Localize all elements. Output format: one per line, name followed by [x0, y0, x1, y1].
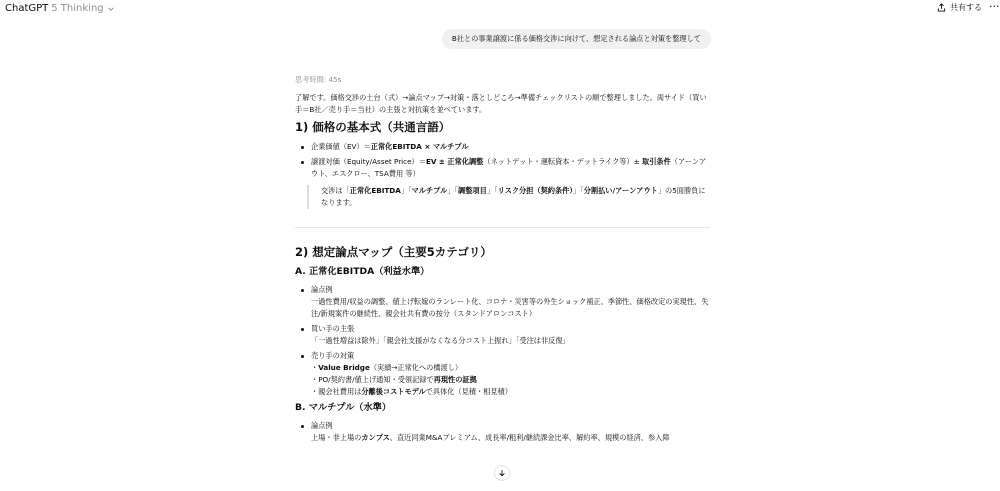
assistant-message — [295, 74, 710, 447]
list-item: 論点例 一過性費用/収益の調整、値上げ転嫁のランレート化、コロナ・災害等の外生ショック補正、季節性、価格改定の実現性、失注/新規案件の継続性、親会社共有費の按分（スタンドアロンコスト） — [295, 284, 710, 320]
model-variant: 5 Thinking — [51, 3, 104, 14]
chevron-down-icon — [107, 5, 115, 13]
intro-paragraph: 了解です。価格交渉の土台（式）→論点マップ→対策・落としどころ→準備チェックリストの順で整理しました。両サイド（買い手＝B社／売り手＝当社）の主張と対抗策を並べています。 — [295, 93, 707, 114]
list-item: 譲渡対価（Equity/Asset Price）＝EV ± 正常化調整（ネットデット・運転資本・デットライク等）± 取引条件（アーンアウト、エスクロー、TSA費用 等） — [295, 156, 710, 180]
scroll-to-bottom-button[interactable] — [494, 465, 510, 481]
section1-list — [295, 141, 710, 180]
share-label: 共有する — [950, 3, 982, 12]
list-item: 論点例 上場・非上場のカンプス、直近同業M&Aプレミアム、成長率/粗利/継続課金比率、解約率、規模の経済、参入障 — [295, 420, 710, 444]
thinking-time[interactable]: 思考時間: 45s — [295, 75, 342, 84]
more-options-button[interactable]: ··· — [989, 0, 1000, 13]
top-bar — [0, 0, 1000, 20]
list-item: 買い手の主張 「一過性増益は除外」「親会社支援がなくなる分コスト上振れ」「受注は非反復」 — [295, 323, 710, 347]
model-name: ChatGPT — [5, 3, 49, 14]
section2-heading: 2) 想定論点マップ（主要5カテゴリ） — [295, 245, 492, 259]
share-button[interactable] — [937, 2, 982, 13]
category-b-list — [295, 420, 710, 444]
arrow-down-icon — [498, 469, 506, 477]
divider — [295, 227, 710, 228]
category-b-heading: B. マルチプル（水準） — [295, 402, 392, 413]
section1-heading: 1) 価格の基本式（共通言語） — [295, 120, 451, 134]
category-a-list — [295, 284, 710, 398]
list-item: 売り手の対策 ・Value Bridge（実績→正常化への橋渡し） ・PO/契約書/値上げ通知・受領記録で再現性の証拠 ・親会社費用は分離後コストモデルで具体化（見積・相見積） — [295, 350, 710, 398]
model-switcher[interactable] — [5, 3, 115, 14]
category-a-heading: A. 正常化EBITDA（利益水準） — [295, 266, 430, 277]
share-icon — [937, 3, 946, 12]
user-message: B社との事業譲渡に係る価格交渉に向けて、想定される論点と対策を整理して — [442, 29, 711, 49]
blockquote: 交渉は「正常化EBITDA」「マルチプル」「調整項目」「リスク分担（契約条件）」「分割払い/アーンアウト」の5面勝負になります。 — [307, 185, 710, 209]
list-item: 企業価値（EV）＝正常化EBITDA × マルチプル — [295, 141, 710, 153]
